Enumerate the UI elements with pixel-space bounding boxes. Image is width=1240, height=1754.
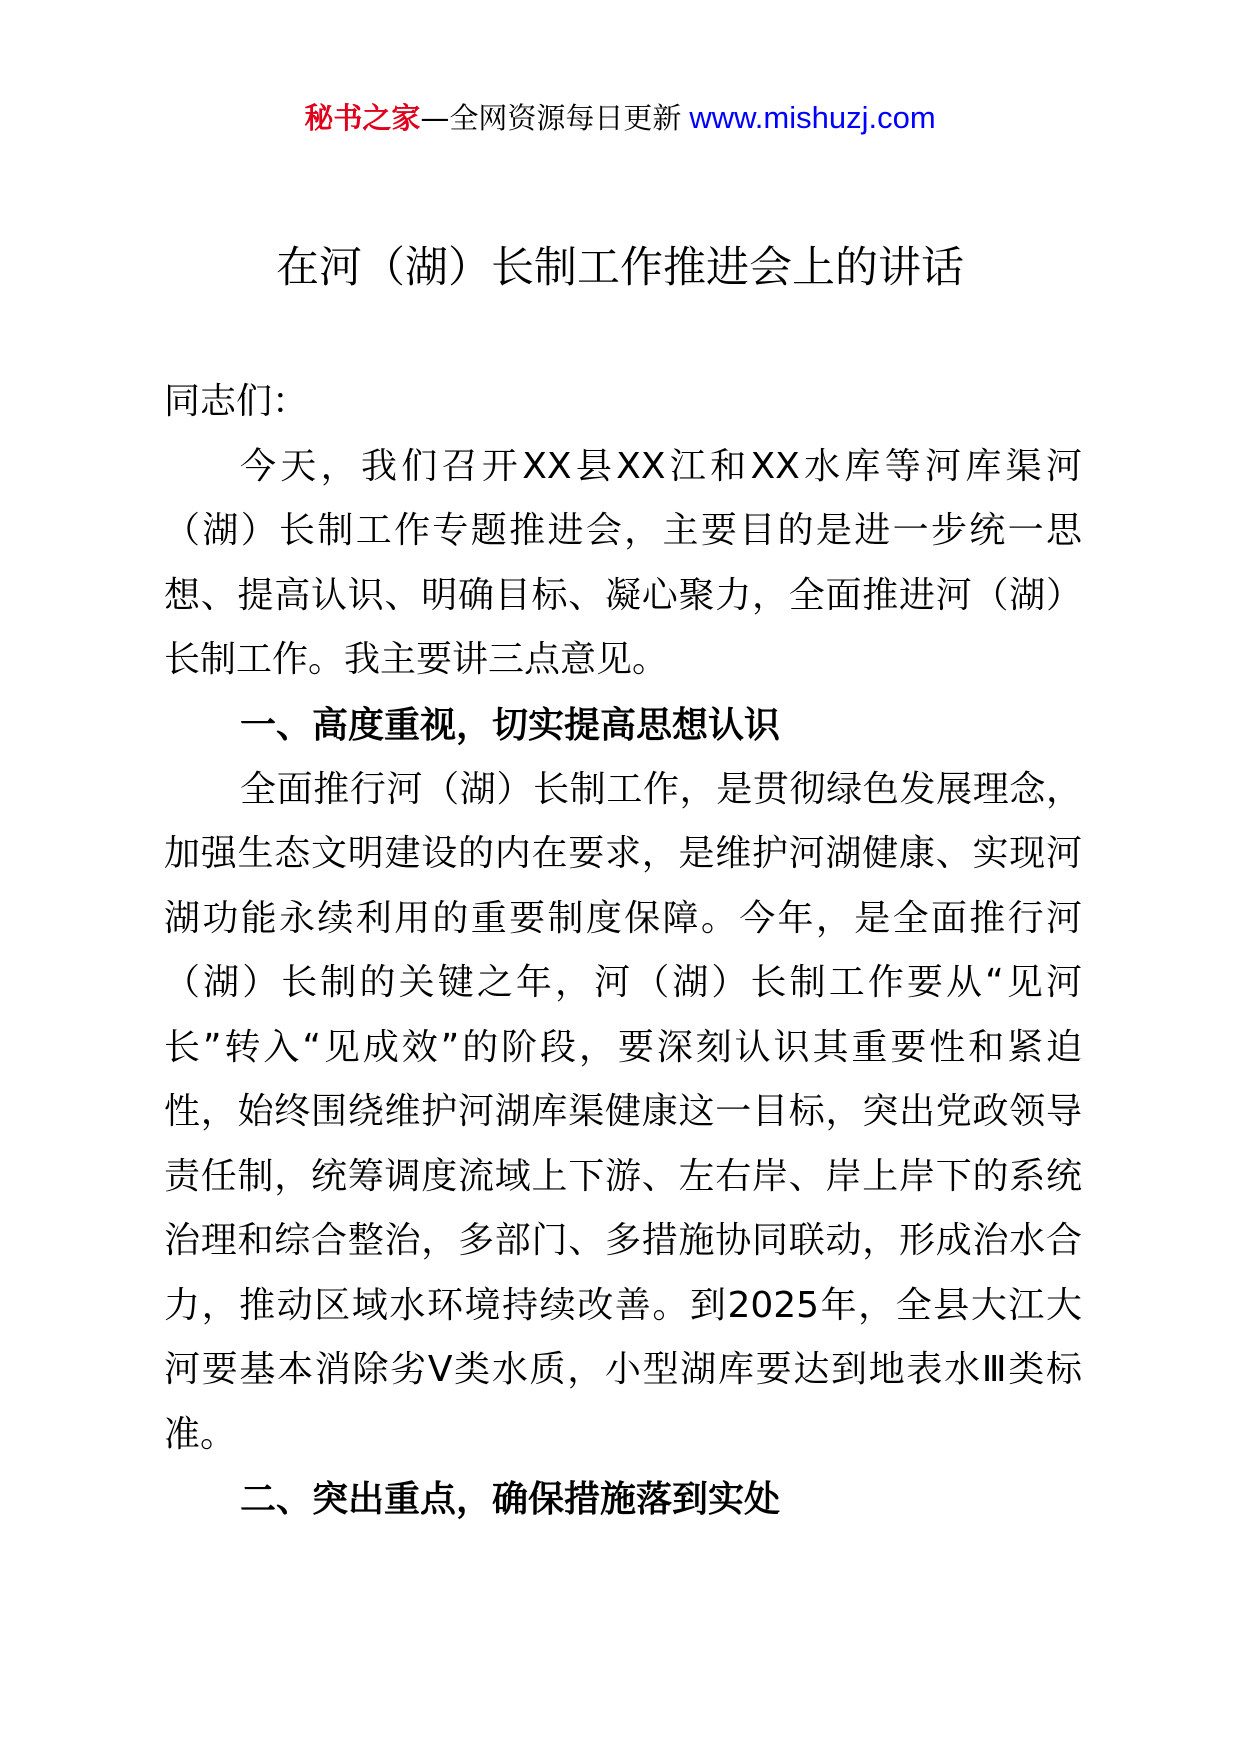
document-body [164, 370, 1082, 1532]
section-heading-1: 一、高度重视，切实提高思想认识 [240, 704, 781, 746]
site-brand: 秘书之家 [304, 101, 421, 135]
intro-paragraph: 今天，我们召开XX县XX江和XX水库等河库渠河（湖）长制工作专题推进会，主要目的是进一步统一思想、提高认识、明确目标、凝心聚力，全面推进河（湖）长制工作。我主要讲三点意见。 [164, 445, 1082, 680]
section-heading-2: 二、突出重点，确保措施落到实处 [240, 1479, 781, 1520]
site-header [0, 98, 1240, 138]
salutation: 同志们： [164, 381, 309, 422]
site-slogan: —全网资源每日更新 [420, 101, 682, 135]
section-1-paragraph: 全面推行河（湖）长制工作，是贯彻绿色发展理念，加强生态文明建设的内在要求，是维护河湖健康、实现河湖功能永续利用的重要制度保障。今年，是全面推行河（湖）长制的关键之年，河（湖）长制工作要从“见河长”转入“见成效”的阶段，要深刻认识其重要性和紧迫性，始终围绕维护河湖库渠健康这一目标，突出党政领导责任制，统筹调度流域上下游、左右岸、岸上岸下的系统治理和综合整治，多部门、多措施协同联动，形成治水合力，推动区域水环境持续改善。到2025年，全县大江大河要基本消除劣Ⅴ类水质，小型湖库要达到地表水Ⅲ类标准。 [164, 768, 1082, 1455]
site-url-link[interactable]: www.mishuzj.com [689, 100, 936, 135]
document-title: 在河（湖）长制工作推进会上的讲话 [276, 243, 964, 293]
